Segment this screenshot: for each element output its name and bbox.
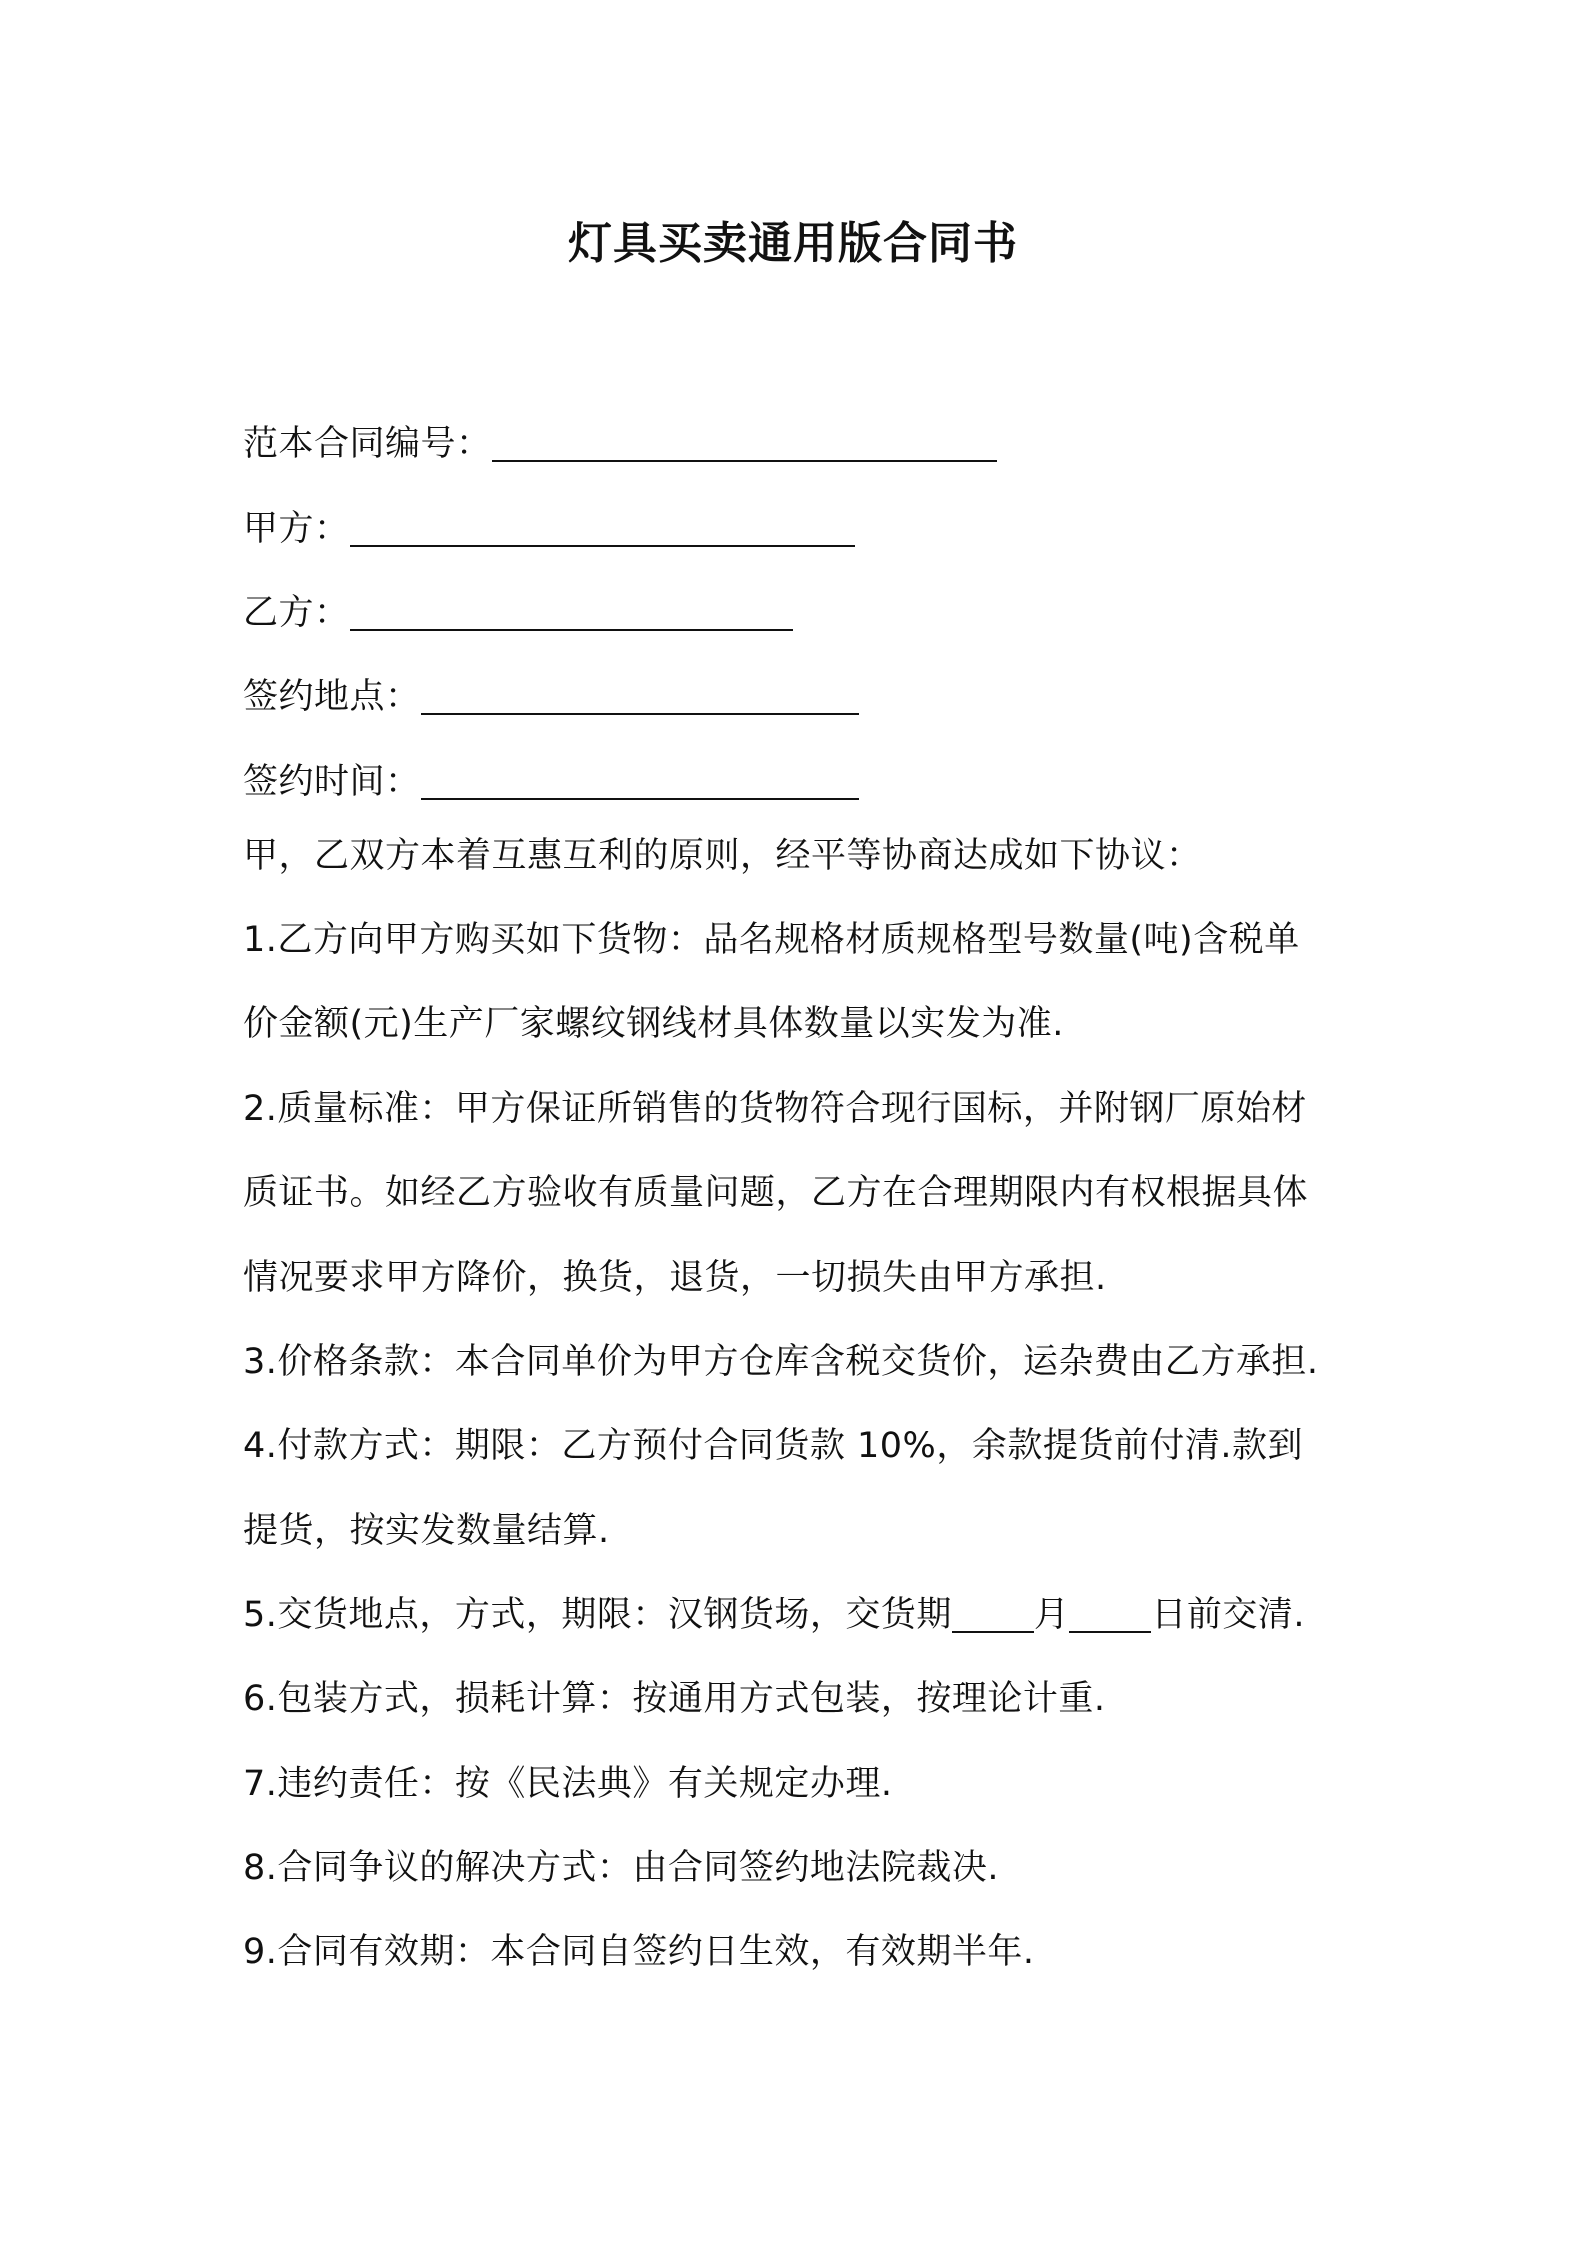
clause-2-line-2: 质证书。如经乙方验收有质量问题，乙方在合理期限内有权根据具体 <box>243 1173 1309 1213</box>
clause-5-text-end: 日前交清. <box>1151 1595 1306 1635</box>
clause-9-line-1: 9.合同有效期：本合同自签约日生效，有效期半年. <box>243 1932 1035 1972</box>
clause-8-line-1: 8.合同争议的解决方式：由合同签约地法院裁决. <box>243 1848 1000 1888</box>
clause-5-text-start: 5.交货地点，方式，期限：汉钢货场，交货期 <box>243 1595 952 1635</box>
party-a-field <box>243 499 855 559</box>
clause-4-line-2: 提货，按实发数量结算. <box>243 1511 610 1551</box>
clause-5-month-text: 月 <box>1033 1595 1070 1635</box>
party-b-field <box>243 583 793 643</box>
clause-6-line-1: 6.包装方式，损耗计算：按通用方式包装，按理论计重. <box>243 1679 1106 1719</box>
clause-3-line-1: 3.价格条款：本合同单价为甲方仓库含税交货价，运杂费由乙方承担. <box>243 1342 1319 1382</box>
delivery-month-blank[interactable] <box>952 1585 1034 1633</box>
contract-number-label: 范本合同编号： <box>243 424 492 464</box>
clause-7-line-1: 7.违约责任：按《民法典》有关规定办理. <box>243 1764 893 1804</box>
sign-time-blank[interactable] <box>421 752 859 800</box>
document-title: 灯具买卖通用版合同书 <box>568 218 1018 269</box>
party-a-label: 甲方： <box>243 509 350 549</box>
clause-5-line-1 <box>243 1585 1305 1645</box>
clause-1-line-2: 价金额(元)生产厂家螺纹钢线材具体数量以实发为准. <box>243 1004 1064 1044</box>
contract-number-field <box>243 414 997 474</box>
clause-4-line-1: 4.付款方式：期限：乙方预付合同货款 10%，余款提货前付清.款到 <box>243 1426 1303 1466</box>
sign-place-label: 签约地点： <box>243 677 421 717</box>
intro-paragraph: 甲，乙双方本着互惠互利的原则，经平等协商达成如下协议： <box>243 836 1202 876</box>
party-b-label: 乙方： <box>243 593 350 633</box>
sign-time-field <box>243 752 859 812</box>
delivery-day-blank[interactable] <box>1069 1585 1151 1633</box>
sign-time-label: 签约时间： <box>243 762 421 802</box>
party-b-blank[interactable] <box>350 583 793 631</box>
clause-2-line-3: 情况要求甲方降价，换货，退货，一切损失由甲方承担. <box>243 1258 1107 1298</box>
clause-1-line-1: 1.乙方向甲方购买如下货物：品名规格材质规格型号数量(吨)含税单 <box>243 920 1300 960</box>
sign-place-field <box>243 667 859 727</box>
party-a-blank[interactable] <box>350 499 855 547</box>
contract-number-blank[interactable] <box>492 414 997 462</box>
clause-2-line-1: 2.质量标准：甲方保证所销售的货物符合现行国标，并附钢厂原始材 <box>243 1089 1307 1129</box>
sign-place-blank[interactable] <box>421 667 859 715</box>
